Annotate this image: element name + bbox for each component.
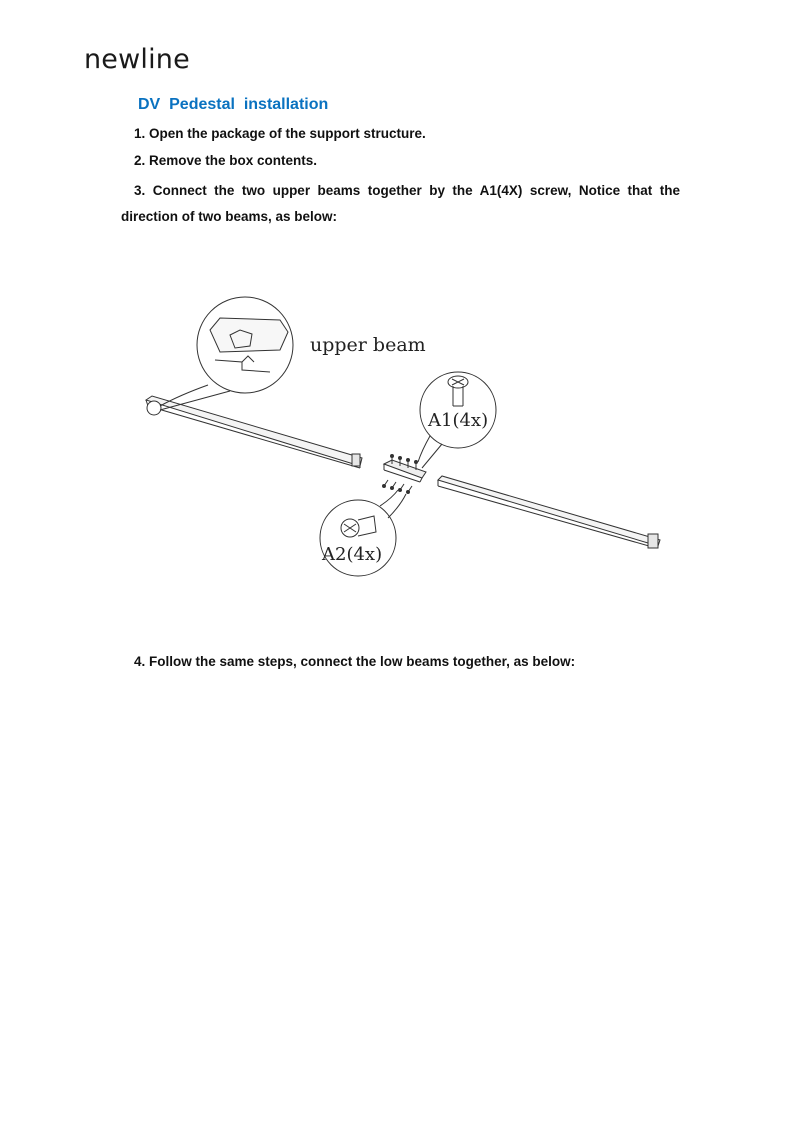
- step-1: 1. Open the package of the support structure.: [134, 126, 426, 141]
- step-2: 2. Remove the box contents.: [134, 153, 318, 168]
- connector-plate: [383, 455, 427, 494]
- step-3: 3. Connect the two upper beams together by the A1(4X) screw, Notice that the direction of two beams, as below:: [121, 183, 680, 224]
- right-upper-beam: [438, 476, 660, 548]
- section-title: DV Pedestal installation: [138, 96, 329, 113]
- left-upper-beam: [146, 396, 362, 468]
- upper-beam-label: upper beam: [310, 334, 426, 356]
- step-4: 4. Follow the same steps, connect the low beams together, as below:: [134, 654, 576, 669]
- magnified-beam-end-detail: [160, 297, 293, 410]
- a1-label: A1(4x): [428, 410, 489, 431]
- a2-label: A2(4x): [322, 544, 383, 565]
- newline-logo: newline: [84, 44, 190, 75]
- upper-beam-assembly-diagram: [130, 290, 670, 590]
